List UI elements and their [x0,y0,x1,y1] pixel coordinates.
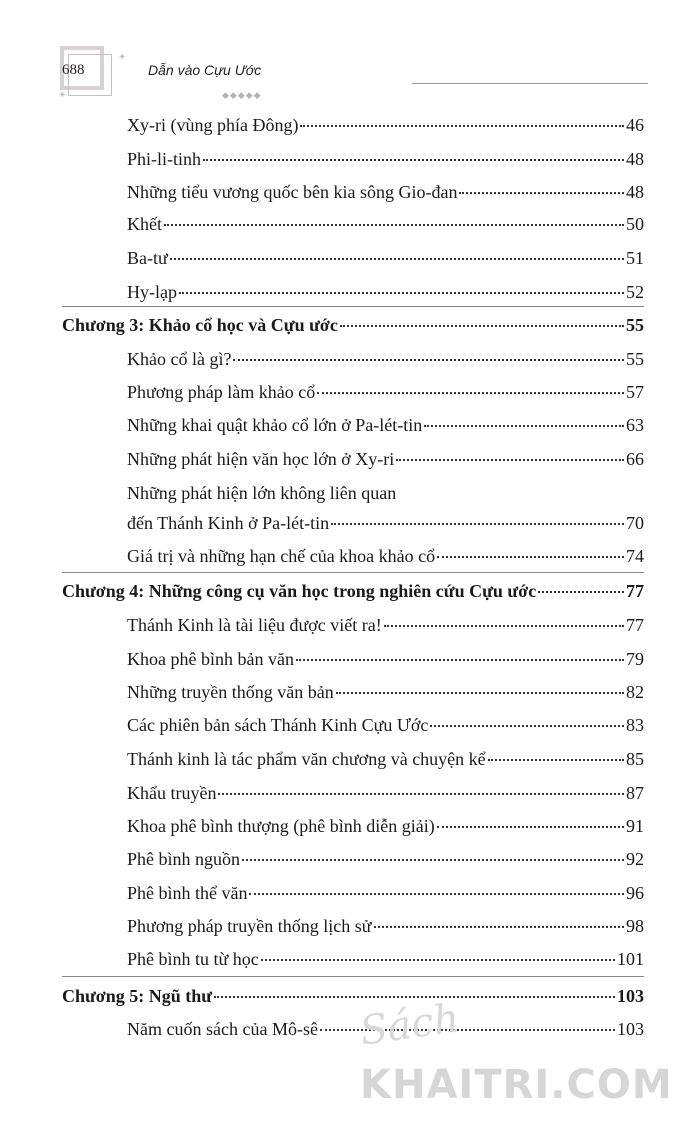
dot-leader [218,793,624,795]
toc-entry-page: 52 [626,282,644,302]
page-number: 688 [62,62,85,78]
toc-chapter-entry[interactable] [62,314,644,336]
dot-leader [296,659,624,661]
toc-entry-label: Xy-ri (vùng phía Đông) [127,115,299,135]
toc-entry[interactable] [127,815,644,837]
toc-entry[interactable] [127,148,644,170]
toc-entry-page: 98 [626,916,644,936]
toc-entry-page: 85 [626,749,644,769]
dot-leader [242,859,624,861]
dot-leader [179,292,624,294]
dot-leader [424,425,624,427]
toc-entry-page: 87 [626,783,644,803]
toc-entry-page: 55 [626,349,644,369]
toc-entry[interactable] [127,882,644,904]
toc-entry[interactable] [127,448,644,470]
toc-entry[interactable] [127,414,644,436]
toc-entry-label: Thánh kinh là tác phẩm văn chương và chuyện kể [127,749,486,769]
diamond-ornament-icon: ◆◆◆◆◆ [222,90,262,100]
toc-entry-label: Khoa phê bình thượng (phê bình diễn giải) [127,816,435,836]
toc-chapter-entry[interactable] [62,985,644,1007]
toc-entry-page: 74 [626,546,644,566]
dot-leader [374,926,624,928]
toc-entry-label: Ba-tư [127,248,168,268]
toc-entry-page: 46 [626,115,644,135]
toc-entry-page: 91 [626,816,644,836]
toc-entry[interactable] [127,681,644,703]
dot-leader [459,192,624,194]
toc-entry[interactable] [127,348,644,370]
toc-entry-label: Hy-lạp [127,282,177,302]
dot-leader [336,692,624,694]
toc-entry-page: 70 [626,513,644,533]
section-divider [62,572,644,573]
toc-entry-page: 82 [626,682,644,702]
toc-entry[interactable] [127,614,644,636]
toc-entry-label: Phê bình tu từ học [127,949,259,969]
toc-entry[interactable] [127,714,644,736]
toc-entry-label: Những truyền thống văn bản [127,682,334,702]
dot-leader [331,523,624,525]
toc-entry[interactable] [127,748,644,770]
toc-entry-label: Phê bình nguồn [127,849,241,869]
toc-entry-label: Những tiểu vương quốc bên kia sông Gio-đan [127,182,458,202]
toc-entry-page: 66 [626,449,644,469]
toc-entry[interactable] [127,545,644,567]
toc-entry-label: Thánh Kinh là tài liệu được viết ra! [127,615,382,635]
toc-entry-label: Những khai quật khảo cổ lớn ở Pa-lét-tin [127,415,423,435]
toc-entry[interactable] [127,381,644,403]
toc-entry-label: Chương 5: Ngũ thư [62,986,213,1006]
toc-entry-label: Phi-li-tinh [127,149,202,169]
sparkle-icon: ✦ [118,52,127,63]
toc-entry-page: 79 [626,649,644,669]
toc-chapter-entry[interactable] [62,580,644,602]
toc-entry-page: 103 [617,1019,644,1039]
toc-entry-label: Chương 4: Những công cụ văn học trong nghiên cứu Cựu ước [62,581,537,601]
dot-leader [214,996,615,998]
toc-entry-label: Phương pháp truyền thống lịch sử [127,916,372,936]
toc-entry-page: 63 [626,415,644,435]
toc-entry[interactable] [127,782,644,804]
toc-entry-label: Phê bình thể văn [127,883,248,903]
toc-entry[interactable] [127,247,644,269]
toc-entry[interactable] [127,948,644,970]
toc-entry[interactable] [127,181,644,203]
toc-entry-label-line1: Những phát hiện lớn không liên quan [127,483,397,503]
toc-entry[interactable] [127,648,644,670]
dot-leader [233,359,624,361]
dot-leader [300,125,624,127]
toc-entry-page: 48 [626,149,644,169]
dot-leader [164,224,624,226]
sparkle-icon: ✦ [58,90,67,101]
dot-leader [384,625,624,627]
toc-entry[interactable] [127,281,644,303]
dot-leader [396,459,624,461]
toc-entry[interactable] [127,915,644,937]
toc-entry-page: 50 [626,214,644,234]
dot-leader [170,258,624,260]
dot-leader [437,826,624,828]
toc-entry-label: Năm cuốn sách của Mô-sê [127,1019,318,1039]
toc-entry-label: Khẩu truyền [127,783,217,803]
section-divider [62,976,644,977]
toc-entry-page: 55 [626,315,644,335]
toc-entry-label: Chương 3: Khảo cổ học và Cựu ước [62,315,338,335]
toc-entry-label: Giá trị và những hạn chế của khoa khảo cổ [127,546,436,566]
toc-entry-page: 92 [626,849,644,869]
toc-entry-label: Khoa phê bình bản văn [127,649,294,669]
toc-entry-page: 57 [626,382,644,402]
toc-entry[interactable] [127,114,644,136]
dot-leader [317,392,624,394]
toc-entry-page: 83 [626,715,644,735]
dot-leader [538,591,624,593]
toc-entry-page: 48 [626,182,644,202]
toc-entry-page: 96 [626,883,644,903]
toc-entry-page: 77 [626,615,644,635]
running-title: Dẫn vào Cựu Ước [148,62,262,78]
section-divider [62,306,644,307]
dot-leader [340,325,624,327]
header-rule [412,83,648,84]
toc-entry[interactable] [127,848,644,870]
toc-entry-label: Khết [127,214,162,234]
toc-entry-page: 51 [626,248,644,268]
dot-leader [249,893,624,895]
toc-entry-page: 103 [617,986,644,1006]
toc-entry[interactable] [127,213,644,235]
toc-entry-page: 77 [626,581,644,601]
toc-entry-label: Phương pháp làm khảo cổ [127,382,316,402]
watermark-brand: KHAITRI.COM [360,1062,673,1108]
dot-leader [488,759,624,761]
dot-leader [437,556,624,558]
toc-entry[interactable] [127,512,644,534]
watermark-script: Sách [357,995,463,1055]
dot-leader [430,725,624,727]
toc-entry-label: đến Thánh Kinh ở Pa-lét-tin [127,513,330,533]
toc-entry-label: Khảo cổ là gì? [127,349,232,369]
toc-entry-label: Các phiên bản sách Thánh Kinh Cựu Ước [127,715,429,735]
dot-leader [261,959,615,961]
dot-leader [203,159,624,161]
toc-entry-page: 101 [617,949,644,969]
toc-entry-label: Những phát hiện văn học lớn ở Xy-ri [127,449,395,469]
